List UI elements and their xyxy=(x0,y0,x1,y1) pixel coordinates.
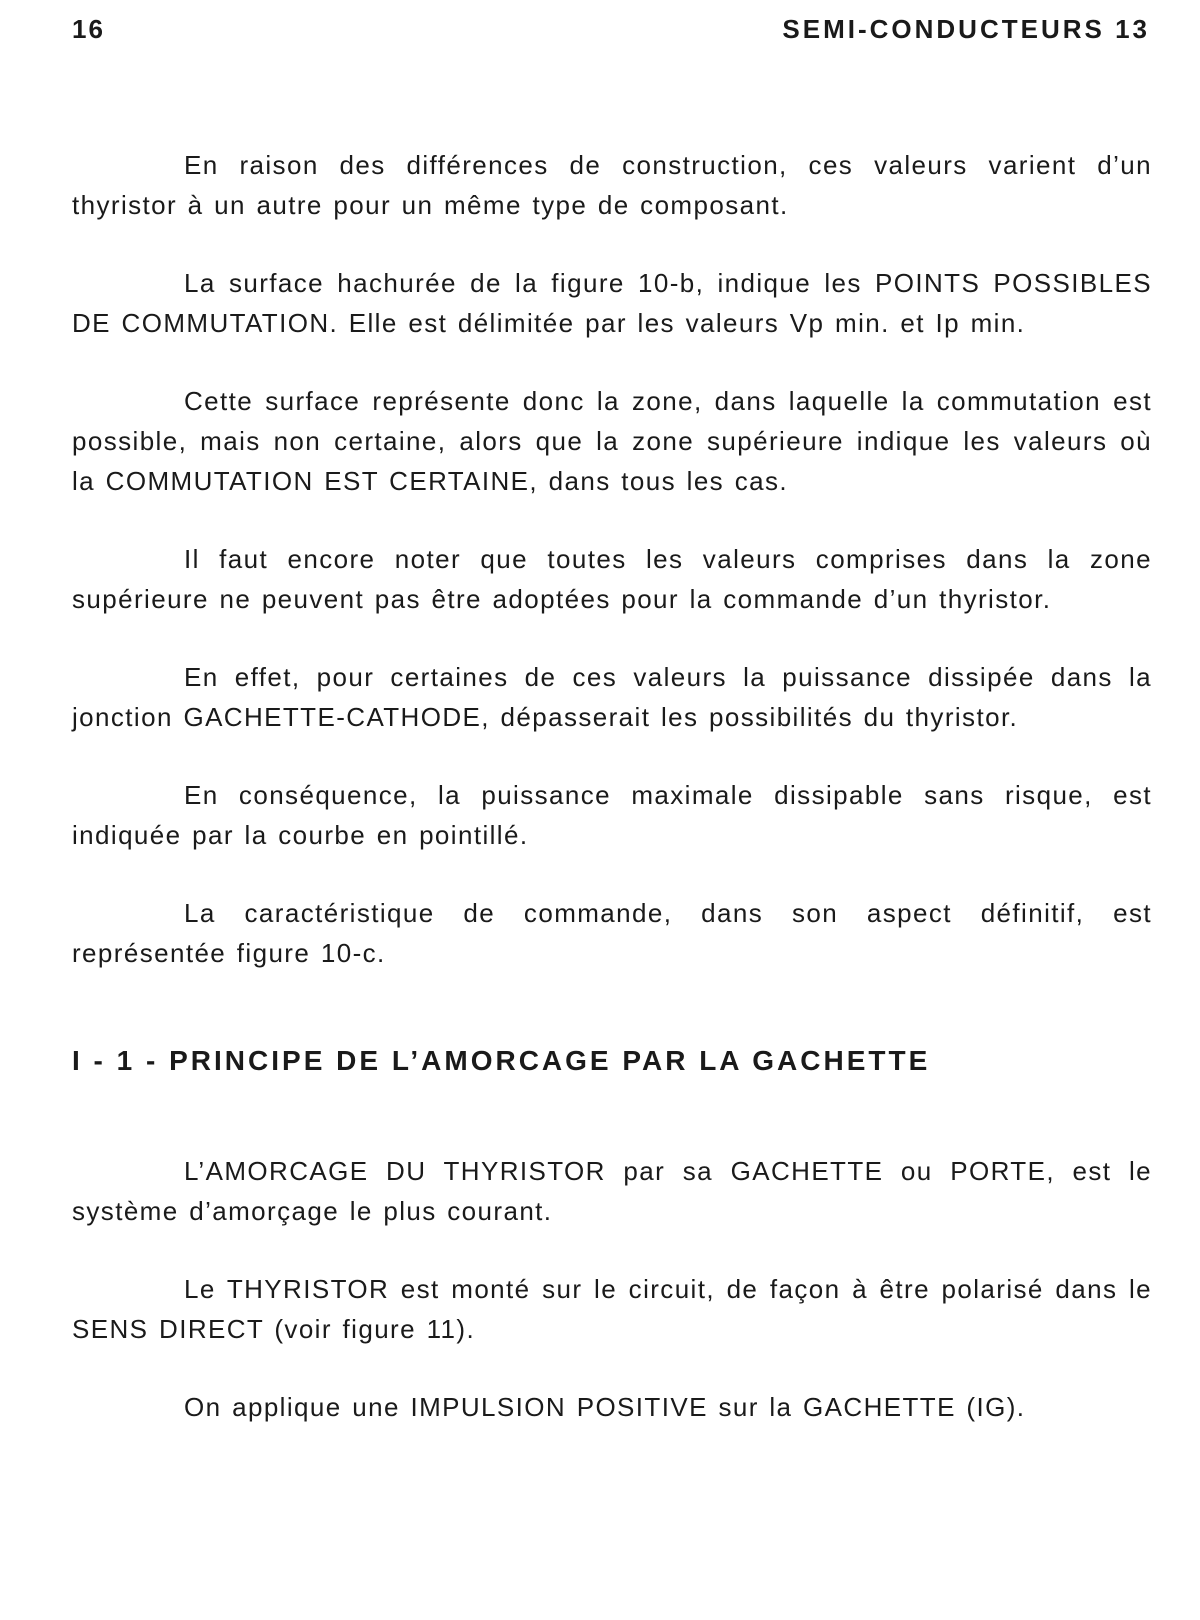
page-body xyxy=(72,145,1152,1465)
paragraph: On applique une IMPULSION POSITIVE sur la GACHETTE (IG). xyxy=(184,1392,1026,1422)
page-number: 16 xyxy=(72,14,105,44)
running-head: SEMI-CONDUCTEURS 13 xyxy=(782,14,1150,44)
paragraph: Le THYRISTOR est monté sur le circuit, de façon à être polarisé dans le SENS DIRECT (voir figure 11). xyxy=(72,1274,1152,1344)
paragraph: Cette surface représente donc la zone, dans laquelle la commutation est possible, mais non certaine, alors que la zone supérieure indique les valeurs où la COMMUTATION EST CERTAINE, dans tous les cas. xyxy=(72,386,1152,496)
paragraph: En raison des différences de construction, ces valeurs varient d’un thyristor à un autre pour un même type de composant. xyxy=(72,150,1152,220)
paragraph: Il faut encore noter que toutes les valeurs comprises dans la zone supérieure ne peuvent pas être adoptées pour la commande d’un thyristor. xyxy=(72,544,1152,614)
page-header xyxy=(72,14,1150,54)
paragraph: En effet, pour certaines de ces valeurs la puissance dissipée dans la jonction GACHETTE-CATHODE, dépasserait les possibilités du thyristor. xyxy=(72,662,1152,732)
paragraph: L’AMORCAGE DU THYRISTOR par sa GACHETTE ou PORTE, est le système d’amorçage le plus courant. xyxy=(72,1156,1152,1226)
section-heading: I - 1 - PRINCIPE DE L’AMORCAGE PAR LA GACHETTE xyxy=(72,1045,931,1076)
paragraph: La surface hachurée de la figure 10-b, indique les POINTS POSSIBLES DE COMMUTATION. Elle est délimitée par les valeurs Vp min. et Ip min. xyxy=(72,268,1152,338)
paragraph: En conséquence, la puissance maximale dissipable sans risque, est indiquée par la courbe en pointillé. xyxy=(72,780,1152,850)
paragraph: La caractéristique de commande, dans son aspect définitif, est représentée figure 10-c. xyxy=(72,898,1152,968)
